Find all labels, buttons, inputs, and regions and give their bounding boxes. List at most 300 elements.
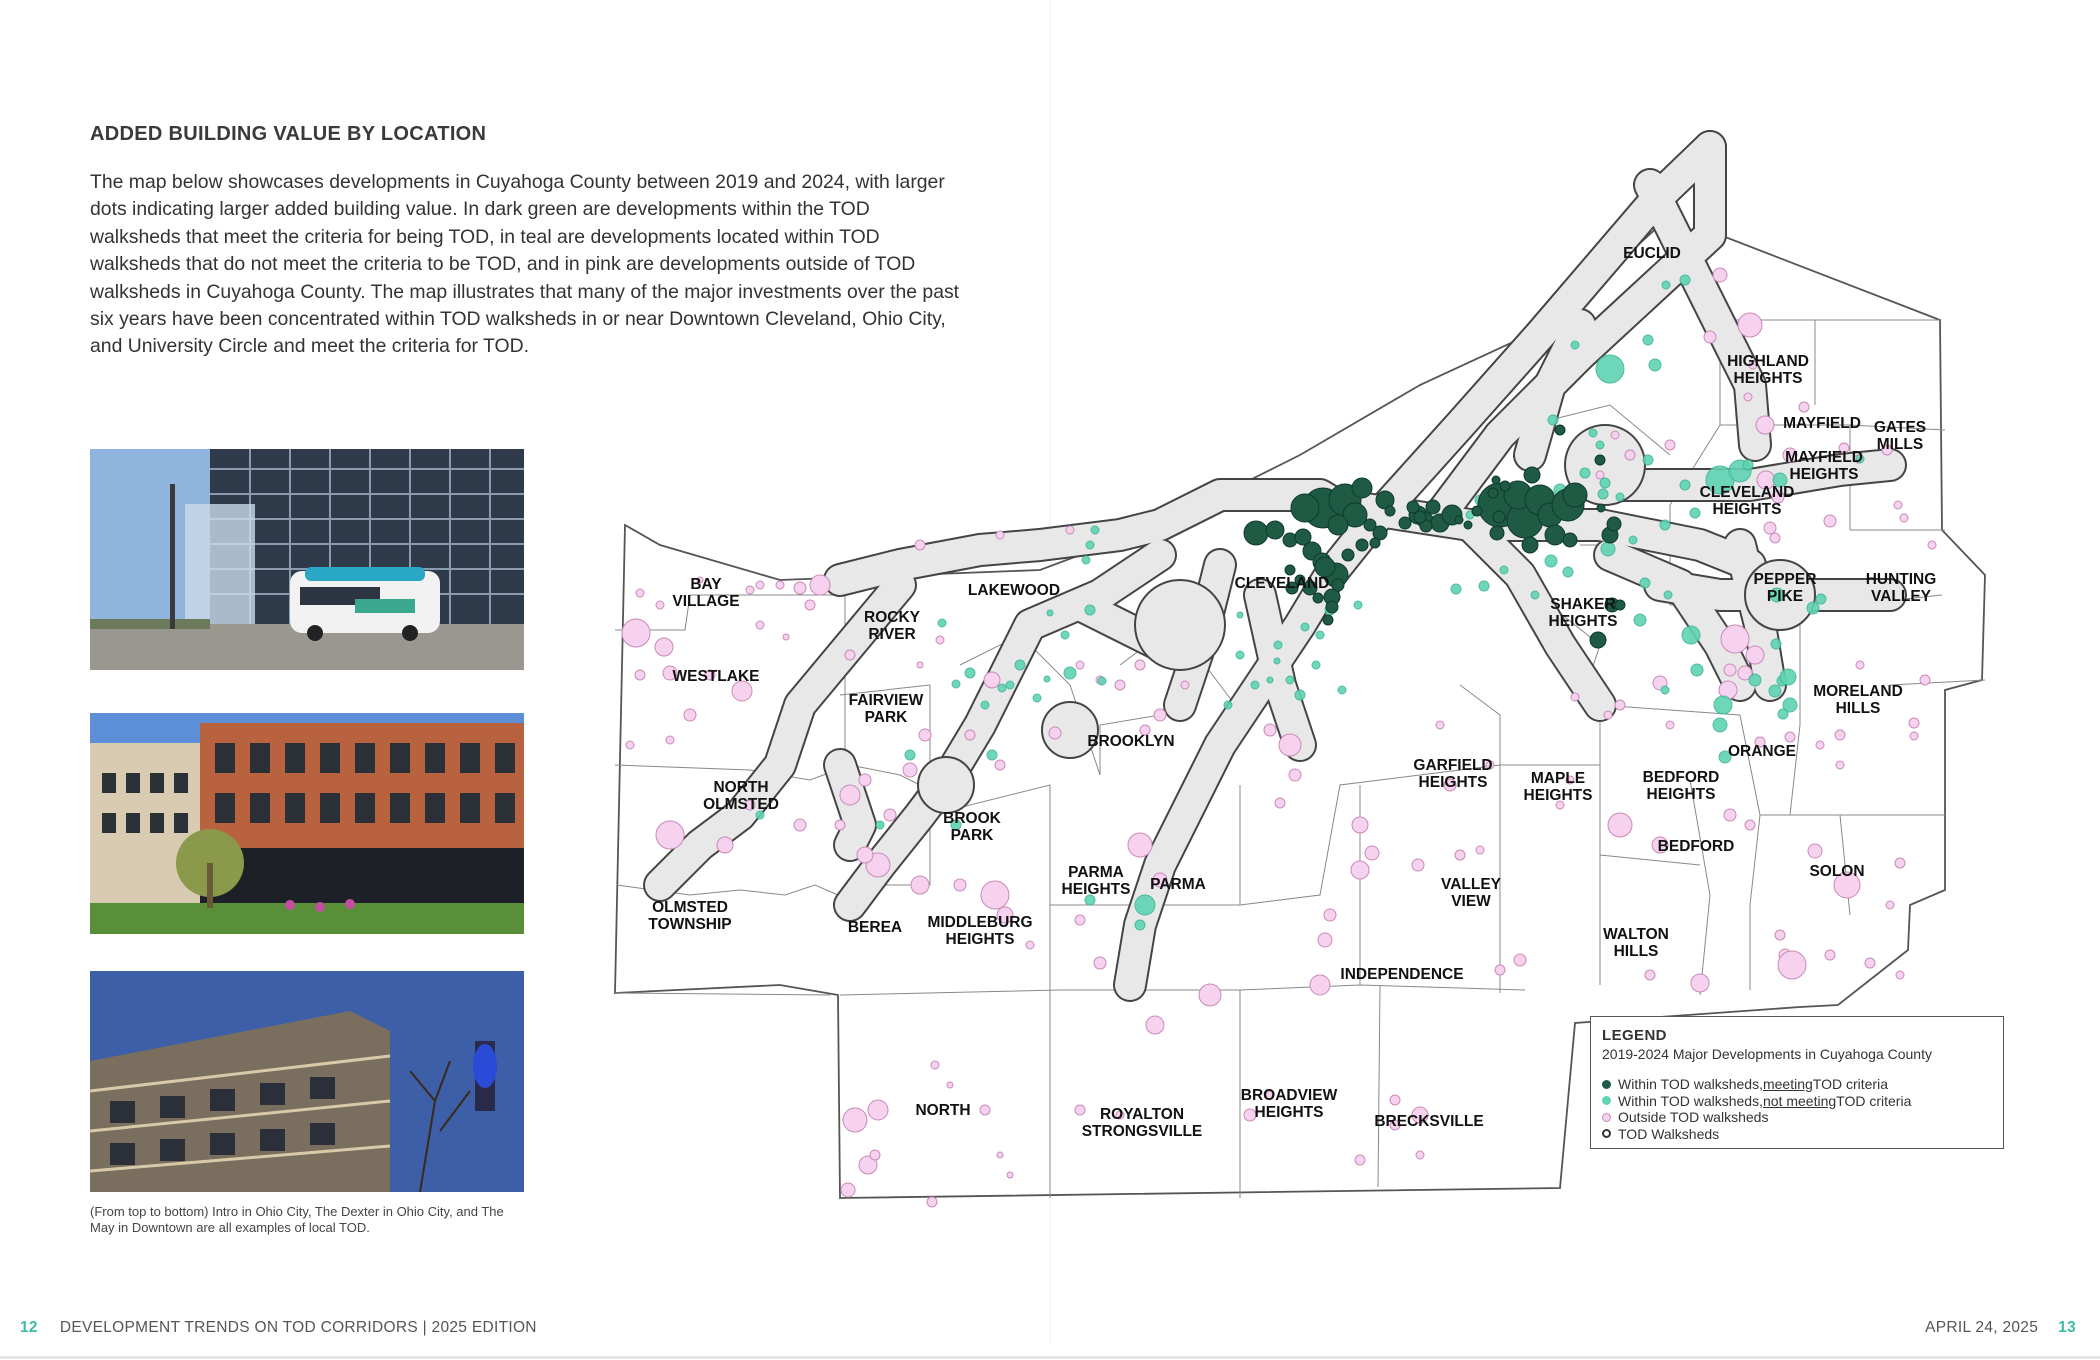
outside-tod-dot (805, 600, 815, 610)
place-label: HEIGHTS (1548, 613, 1618, 630)
tod-not-meeting-dot (938, 619, 946, 627)
tod-meeting-dot (1285, 565, 1295, 575)
place-label: BROADVIEW (1240, 1087, 1338, 1104)
tod-not-meeting-dot (1274, 658, 1280, 664)
tod-not-meeting-dot (952, 680, 960, 688)
outside-tod-dot (843, 1108, 867, 1132)
outside-tod-dot (1615, 700, 1625, 710)
tod-meeting-dot (1563, 483, 1587, 507)
outside-tod-dot (919, 729, 931, 741)
outside-tod-dot (1264, 724, 1276, 736)
tod-meeting-dot (1291, 494, 1319, 522)
outside-tod-dot (1816, 741, 1824, 749)
tod-not-meeting-dot (1589, 429, 1597, 437)
outside-tod-dot (1181, 681, 1189, 689)
tod-not-meeting-dot (1531, 591, 1539, 599)
outside-tod-dot (1770, 533, 1780, 543)
tod-not-meeting-dot (1743, 460, 1753, 470)
tod-not-meeting-dot (1545, 555, 1557, 567)
outside-tod-dot (656, 601, 664, 609)
outside-tod-dot (1289, 769, 1301, 781)
outside-tod-dot (1146, 1016, 1164, 1034)
outside-tod-dot (1318, 933, 1332, 947)
place-label: HEIGHTS (1061, 881, 1131, 898)
place-label: ORANGE (1727, 743, 1797, 760)
outside-tod-dot (1713, 268, 1727, 282)
outside-tod-dot (841, 1183, 855, 1197)
place-label: EUCLID (1623, 245, 1681, 262)
place-label: CLEVELAND (1234, 575, 1330, 592)
outside-tod-dot (997, 1152, 1003, 1158)
tod-not-meeting-dot (1479, 581, 1489, 591)
place-label: VALLEY (1871, 588, 1931, 605)
tod-not-meeting-dot (1749, 674, 1761, 686)
outside-tod-dot (917, 662, 923, 668)
outside-tod-dot (840, 785, 860, 805)
place-label: PEPPER (1753, 571, 1817, 588)
outside-tod-dot (756, 581, 764, 589)
tod-not-meeting-dot (1680, 480, 1690, 490)
outside-tod-dot (835, 820, 845, 830)
outside-tod-dot (1665, 440, 1675, 450)
outside-tod-dot (1324, 909, 1336, 921)
tod-not-meeting-dot (876, 821, 884, 829)
place-label: LAKEWOOD (967, 582, 1061, 599)
tod-meeting-dot (1266, 521, 1284, 539)
outside-tod-dot (1865, 958, 1875, 968)
tod-not-meeting-dot (1033, 694, 1041, 702)
tod-not-meeting-dot (1601, 542, 1615, 556)
tod-not-meeting-dot (1807, 602, 1819, 614)
outside-tod-dot (1604, 711, 1612, 719)
tod-not-meeting-dot (1643, 455, 1653, 465)
place-label: SHAKER (1550, 596, 1616, 613)
tod-not-meeting-dot (1596, 355, 1624, 383)
tod-not-meeting-dot (1664, 591, 1672, 599)
outside-tod-dot (1756, 416, 1774, 434)
outside-tod-dot (794, 819, 806, 831)
tod-not-meeting-dot (1771, 639, 1781, 649)
place-label: BROOK (943, 810, 1001, 827)
tod-not-meeting-dot (1563, 567, 1573, 577)
outside-tod-dot (655, 638, 673, 656)
tod-not-meeting-dot (1312, 661, 1320, 669)
tod-not-meeting-dot (1640, 578, 1650, 588)
place-label: WALTON (1603, 926, 1669, 943)
outside-tod-dot (1895, 858, 1905, 868)
outside-tod-dot (684, 709, 696, 721)
tod-not-meeting-dot (1662, 281, 1670, 289)
intro-paragraph: The map below showcases developments in Cuyahoga County between 2019 and 2024, with larger dots indicating larger added building value. In dark green are developments within the TOD walksheds that meet the criteria for being TOD, in teal are developments located within TOD walksheds that do not meet the criteria to be TOD, and in pink are developments outside of TOD walksheds in Cuyahoga County. The map illustrates that many of the major investments over the past six years have been concentrated within TOD walksheds in or near Downtown Cleveland, Ohio City, and University Circle and meet the criteria for TOD. (90, 171, 960, 358)
place-label: HILLS (1613, 943, 1659, 960)
tod-not-meeting-dot (1649, 359, 1661, 371)
outside-tod-dot (931, 1061, 939, 1069)
tod-meeting-dot (1545, 525, 1565, 545)
outside-tod-dot (1514, 954, 1526, 966)
tod-not-meeting-dot (1629, 536, 1637, 544)
outside-tod-dot (1835, 730, 1845, 740)
tod-not-meeting-dot (1580, 468, 1590, 478)
place-label: HEIGHTS (945, 931, 1015, 948)
tod-not-meeting-dot (1135, 920, 1145, 930)
pink-dot-icon (1602, 1113, 1611, 1122)
outside-tod-dot (1596, 471, 1604, 479)
outside-tod-dot (911, 876, 929, 894)
legend-not-meeting-suffix: TOD criteria (1836, 1092, 1912, 1109)
place-label: PIKE (1766, 588, 1804, 605)
page-number-right: 13 (2058, 1319, 2076, 1336)
teal-dot-icon (1602, 1096, 1611, 1105)
photo-the-may-downtown (90, 971, 524, 1192)
place-label: BEDFORD (1657, 838, 1735, 855)
outside-tod-dot (1094, 957, 1106, 969)
legend-meeting-suffix: TOD criteria (1812, 1076, 1888, 1093)
tod-not-meeting-dot (1780, 669, 1796, 685)
outside-tod-dot (1824, 515, 1836, 527)
dark-green-dot-icon (1602, 1080, 1611, 1089)
outside-tod-dot (1351, 861, 1369, 879)
tod-not-meeting-dot (1251, 681, 1259, 689)
tod-meeting-dot (1326, 601, 1338, 613)
tod-not-meeting-dot (1354, 601, 1362, 609)
tod-meeting-dot (1323, 615, 1333, 625)
legend-meeting (1602, 1076, 1992, 1093)
legend-not-meeting-prefix: Within TOD walksheds, (1618, 1092, 1763, 1109)
place-label: MAPLE (1530, 770, 1586, 787)
outside-tod-dot (1352, 817, 1368, 833)
outside-tod-dot (635, 670, 645, 680)
tod-meeting-dot (1464, 521, 1472, 529)
outside-tod-dot (870, 1150, 880, 1160)
place-label: GATES (1873, 419, 1927, 436)
outside-tod-dot (903, 763, 917, 777)
tod-not-meeting-dot (1643, 335, 1653, 345)
outside-tod-dot (1135, 660, 1145, 670)
outside-tod-dot (783, 634, 789, 640)
tod-not-meeting-dot (1224, 701, 1232, 709)
place-label: HEIGHTS (1712, 501, 1782, 518)
tod-meeting-dot (1597, 504, 1605, 512)
tod-meeting-dot (1313, 593, 1323, 603)
outside-tod-dot (1066, 526, 1074, 534)
outside-tod-dot (1799, 402, 1809, 412)
tod-not-meeting-dot (965, 668, 975, 678)
outside-tod-dot (776, 581, 784, 589)
place-label: TOWNSHIP (648, 916, 732, 933)
tod-not-meeting-dot (1006, 681, 1014, 689)
place-label: HUNTING (1865, 571, 1937, 588)
legend-meeting-emph: meeting (1762, 1076, 1813, 1093)
place-label: RIVER (868, 626, 916, 643)
outside-tod-dot (1724, 664, 1736, 676)
outside-tod-dot (1365, 846, 1379, 860)
outside-tod-dot (756, 621, 764, 629)
place-label: PARK (864, 709, 908, 726)
place-label: ROYALTON (1099, 1106, 1185, 1123)
place-label: HEIGHTS (1646, 786, 1716, 803)
footer-right (1925, 1319, 2076, 1337)
place-label: HILLS (1835, 700, 1881, 717)
tod-meeting-dot (1332, 579, 1344, 591)
outside-tod-dot (626, 741, 634, 749)
outside-tod-dot (915, 540, 925, 550)
place-label: NORTH (915, 1102, 971, 1119)
tod-not-meeting-dot (1044, 676, 1050, 682)
outside-tod-dot (1894, 501, 1902, 509)
tod-not-meeting-dot (1816, 594, 1826, 604)
tod-meeting-dot (1595, 455, 1605, 465)
tod-not-meeting-dot (981, 701, 989, 709)
tod-not-meeting-dot (1600, 478, 1610, 488)
legend-not-meeting-emph: not meeting (1762, 1092, 1837, 1109)
outside-tod-dot (857, 847, 873, 863)
tod-meeting-dot (1244, 521, 1268, 545)
map-legend (1590, 1016, 2004, 1149)
tod-not-meeting-dot (1082, 556, 1090, 564)
place-label: INDEPENDENCE (1340, 966, 1464, 983)
outside-tod-dot (1279, 734, 1301, 756)
tod-not-meeting-dot (1086, 541, 1094, 549)
tod-not-meeting-dot (1571, 341, 1579, 349)
tod-meeting-dot (1492, 476, 1500, 484)
place-label: NORTH (713, 779, 769, 796)
outside-tod-dot (980, 1105, 990, 1115)
outside-tod-dot (1645, 970, 1655, 980)
walkshed-outline-icon (1602, 1129, 1611, 1138)
tod-meeting-dot (1615, 600, 1625, 610)
legend-meeting-prefix: Within TOD walksheds, (1618, 1076, 1763, 1093)
outside-tod-dot (1896, 971, 1904, 979)
outside-tod-dot (1128, 833, 1152, 857)
place-label: ROCKY (864, 609, 920, 626)
place-label: CLEVELAND (1699, 484, 1795, 501)
outside-tod-dot (622, 619, 650, 647)
tod-meeting-dot (1488, 488, 1498, 498)
tod-meeting-dot (1315, 557, 1335, 577)
outside-tod-dot (1154, 709, 1166, 721)
tod-meeting-dot (1352, 478, 1372, 498)
tod-not-meeting-dot (1598, 489, 1608, 499)
tod-not-meeting-dot (1661, 686, 1669, 694)
tod-not-meeting-dot (1098, 677, 1106, 685)
tod-meeting-dot (1370, 538, 1380, 548)
tod-not-meeting-dot (1769, 685, 1781, 697)
tod-not-meeting-dot (987, 750, 997, 760)
outside-tod-dot (1007, 1172, 1013, 1178)
tod-meeting-dot (1500, 481, 1510, 491)
tod-not-meeting-dot (1295, 690, 1305, 700)
tod-meeting-dot (1524, 467, 1540, 483)
legend-subtitle: 2019-2024 Major Developments in Cuyahoga County (1602, 1046, 1932, 1062)
outside-tod-dot (1744, 393, 1752, 401)
place-label: BAY (690, 576, 722, 593)
place-label: VALLEY (1441, 876, 1501, 893)
tod-not-meeting-dot (1047, 610, 1053, 616)
tod-meeting-dot (1342, 549, 1354, 561)
place-label: HIGHLAND (1727, 353, 1809, 370)
place-label: BRECKSVILLE (1374, 1113, 1484, 1130)
tod-meeting-dot (1607, 517, 1621, 531)
outside-tod-dot (1745, 820, 1755, 830)
outside-tod-dot (1666, 721, 1674, 729)
outside-tod-dot (1275, 798, 1285, 808)
outside-tod-dot (859, 774, 871, 786)
tod-not-meeting-dot (1500, 566, 1508, 574)
publication-title: DEVELOPMENT TRENDS ON TOD CORRIDORS | 2025 EDITION (59, 1319, 537, 1336)
footer-left (20, 1319, 537, 1337)
legend-not-meeting (1602, 1093, 1992, 1110)
outside-tod-dot (884, 809, 896, 821)
tod-not-meeting-dot (1237, 612, 1243, 618)
legend-walksheds-label: TOD Walksheds (1618, 1125, 1720, 1142)
section-heading: ADDED BUILDING VALUE BY LOCATION (90, 123, 487, 145)
outside-tod-dot (995, 760, 1005, 770)
outside-tod-dot (1746, 646, 1764, 664)
tod-not-meeting-dot (1316, 631, 1324, 639)
place-label: PARMA (1150, 876, 1206, 893)
outside-tod-dot (666, 736, 674, 744)
place-label: OLMSTED (652, 899, 728, 916)
place-label: BROOKLYN (1087, 733, 1175, 750)
tod-not-meeting-dot (998, 684, 1006, 692)
outside-tod-dot (1310, 975, 1330, 995)
outside-tod-dot (1775, 930, 1785, 940)
outside-tod-dot (1704, 331, 1716, 343)
place-label: MAYFIELD (1783, 415, 1861, 432)
tod-not-meeting-dot (1338, 686, 1346, 694)
tod-not-meeting-dot (1451, 584, 1461, 594)
outside-tod-dot (1026, 941, 1034, 949)
outside-tod-dot (794, 582, 806, 594)
outside-tod-dot (1115, 680, 1125, 690)
place-label: HEIGHTS (1523, 787, 1593, 804)
tod-not-meeting-dot (1091, 526, 1099, 534)
outside-tod-dot (947, 1082, 953, 1088)
legend-walksheds (1602, 1126, 1992, 1143)
outside-tod-dot (1721, 625, 1749, 653)
outside-tod-dot (1075, 1105, 1085, 1115)
place-label: VIEW (1451, 893, 1491, 910)
outside-tod-dot (1808, 844, 1822, 858)
outside-tod-dot (717, 837, 733, 853)
outside-tod-dot (1355, 1155, 1365, 1165)
outside-tod-dot (1920, 675, 1930, 685)
outside-tod-dot (1049, 727, 1061, 739)
place-label: PARMA (1068, 864, 1124, 881)
place-label: PARK (950, 827, 994, 844)
tod-not-meeting-dot (1690, 508, 1700, 518)
tod-not-meeting-dot (1778, 709, 1788, 719)
tod-not-meeting-dot (1274, 641, 1282, 649)
place-label: WESTLAKE (672, 668, 760, 685)
outside-tod-dot (1495, 965, 1505, 975)
tod-not-meeting-dot (1634, 614, 1646, 626)
place-label: GARFIELD (1413, 757, 1493, 774)
outside-tod-dot (1910, 732, 1918, 740)
outside-tod-dot (656, 821, 684, 849)
tod-not-meeting-dot (1616, 493, 1624, 501)
tod-not-meeting-dot (1061, 631, 1069, 639)
outside-tod-dot (810, 575, 830, 595)
tod-not-meeting-dot (1286, 676, 1294, 684)
legend-title: LEGEND (1602, 1027, 1667, 1044)
place-label: SOLON (1809, 863, 1865, 880)
place-label: MIDDLEBURG (927, 914, 1033, 931)
outside-tod-dot (1785, 732, 1795, 742)
place-label: HEIGHTS (1418, 774, 1488, 791)
tod-not-meeting-dot (1301, 623, 1309, 631)
outside-tod-dot (1724, 809, 1736, 821)
tod-not-meeting-dot (1267, 677, 1273, 683)
tod-meeting-dot (1328, 515, 1348, 535)
outside-tod-dot (1909, 718, 1919, 728)
outside-tod-dot (1455, 850, 1465, 860)
tod-not-meeting-dot (1548, 415, 1558, 425)
tod-meeting-dot (1590, 632, 1606, 648)
outside-tod-dot (1625, 450, 1635, 460)
page-number-left: 12 (20, 1319, 38, 1336)
outside-tod-dot (636, 589, 644, 597)
outside-tod-dot (954, 879, 966, 891)
place-label: MILLS (1876, 436, 1924, 453)
place-label: FAIRVIEW (848, 692, 924, 709)
place-label: OLMSTED (703, 796, 779, 813)
outside-tod-dot (1825, 950, 1835, 960)
outside-tod-dot (845, 650, 855, 660)
tod-not-meeting-dot (1682, 626, 1700, 644)
tod-not-meeting-dot (1691, 664, 1703, 676)
tod-meeting-dot (1522, 537, 1538, 553)
tod-meeting-dot (1426, 500, 1440, 514)
outside-tod-dot (1764, 522, 1776, 534)
outside-tod-dot (984, 672, 1000, 688)
photo-intro-ohio-city (90, 449, 524, 670)
tod-meeting-dot (1472, 506, 1482, 516)
tod-meeting-dot (1563, 533, 1577, 547)
outside-tod-dot (1900, 514, 1908, 522)
outside-tod-dot (936, 636, 944, 644)
place-label: HEIGHTS (1733, 370, 1803, 387)
tod-not-meeting-dot (1064, 667, 1076, 679)
outside-tod-dot (1436, 721, 1444, 729)
place-label: STRONGSVILLE (1081, 1123, 1203, 1140)
tod-not-meeting-dot (905, 750, 915, 760)
tod-meeting-dot (1493, 511, 1505, 523)
tod-meeting-dot (1399, 517, 1411, 529)
legend-outside-label: Outside TOD walksheds (1618, 1109, 1769, 1126)
tod-meeting-dot (1455, 516, 1463, 524)
outside-tod-dot (1608, 813, 1632, 837)
outside-tod-dot (1476, 846, 1484, 854)
place-label: MORELAND (1813, 683, 1903, 700)
photo-caption: (From top to bottom) Intro in Ohio City, The Dexter in Ohio City, and The May in Downtown are all examples of local TOD. (90, 1204, 504, 1235)
photo-dexter-ohio-city (90, 713, 524, 934)
outside-tod-dot (1416, 1151, 1424, 1159)
outside-tod-dot (1611, 431, 1619, 439)
outside-tod-dot (1412, 859, 1424, 871)
tod-meeting-dot (1555, 425, 1565, 435)
place-label: VILLAGE (672, 593, 740, 610)
outside-tod-dot (1738, 313, 1762, 337)
outside-tod-dot (965, 730, 975, 740)
tod-meeting-dot (1385, 506, 1395, 516)
outside-tod-dot (1778, 951, 1806, 979)
outside-tod-dot (1075, 915, 1085, 925)
place-label: HEIGHTS (1254, 1104, 1324, 1121)
place-label: BEREA (847, 919, 903, 936)
place-label: MAYFIELD (1785, 449, 1863, 466)
tod-meeting-dot (1407, 501, 1419, 513)
